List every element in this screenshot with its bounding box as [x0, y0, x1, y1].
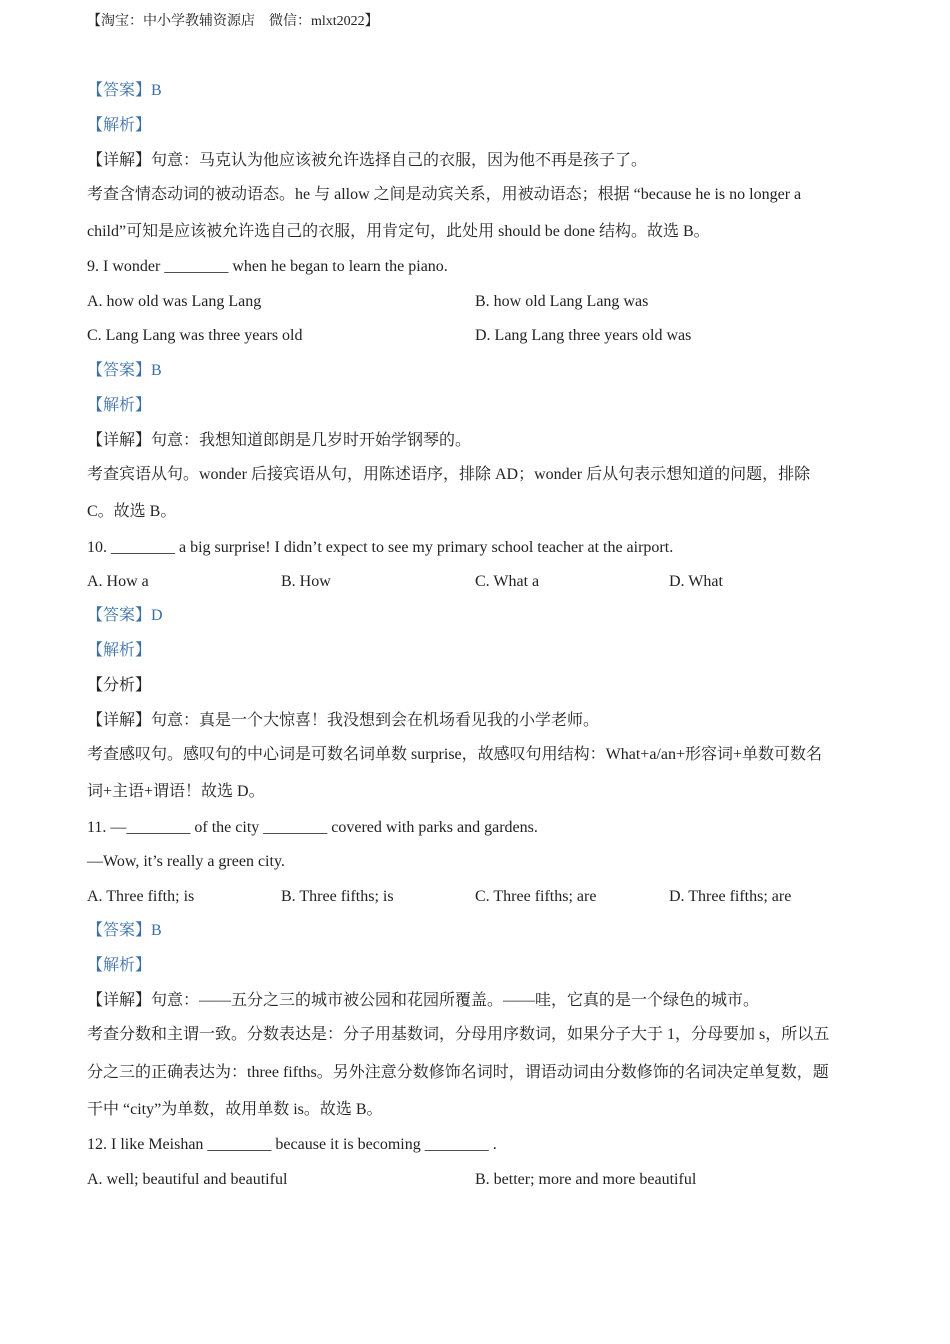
option-a: A. well; beautiful and beautiful — [87, 1171, 288, 1188]
explanation-text: 考查含情态动词的被动语态。he 与 allow 之间是动宾关系，用被动语态；根据 “because he is no longer a — [87, 186, 802, 203]
option-a: A. How a — [87, 573, 149, 590]
detail-text: 【详解】句意：马克认为他应该被允许选择自己的衣服，因为他不再是孩子了。 — [87, 152, 648, 169]
question-stem-reply: —Wow, it’s really a green city. — [87, 853, 285, 870]
option-d: D. Three fifths; are — [669, 888, 792, 905]
explanation-text: 考查感叹句。感叹句的中心词是可数名词单数 surprise，故感叹句用结构：What+a/an+形容词+单数可数名 — [87, 746, 823, 763]
detail-text: 【详解】句意：——五分之三的城市被公园和花园所覆盖。——哇，它真的是一个绿色的城市。 — [87, 992, 760, 1009]
answer-label: 【答案】D — [87, 607, 163, 624]
explanation-text: 分之三的正确表达为：three fifths。另外注意分数修饰名词时，谓语动词由分数修饰的名词决定单复数，题 — [87, 1064, 829, 1081]
explanation-text: C。故选 B。 — [87, 503, 177, 520]
question-stem: 9. I wonder ________ when he began to learn the piano. — [87, 258, 448, 275]
detail-text: 【详解】句意：我想知道郎朗是几岁时开始学钢琴的。 — [87, 432, 472, 449]
explanation-text: 考查宾语从句。wonder 后接宾语从句，用陈述语序，排除 AD；wonder 后从句表示想知道的问题，排除 — [87, 466, 811, 483]
analysis-label: 【解析】 — [87, 642, 152, 659]
explanation-text: child”可知是应该被允许选自己的衣服，用肯定句，此处用 should be done 结构。故选 B。 — [87, 223, 710, 240]
option-a: A. how old was Lang Lang — [87, 293, 262, 310]
option-d: D. What — [669, 573, 723, 590]
question-stem: 11. —________ of the city ________ covered with parks and gardens. — [87, 819, 538, 836]
analysis-label: 【解析】 — [87, 957, 152, 974]
option-d: D. Lang Lang three years old was — [475, 327, 692, 344]
option-b: B. better; more and more beautiful — [475, 1171, 697, 1188]
explanation-text: 干中 “city”为单数，故用单数 is。故选 B。 — [87, 1101, 383, 1118]
option-c: C. Lang Lang was three years old — [87, 327, 303, 344]
explanation-text: 词+主语+谓语！故选 D。 — [87, 783, 265, 800]
page-header: 【淘宝：中小学教辅资源店 微信：mlxt2022】 — [87, 14, 379, 29]
option-c: C. What a — [475, 573, 540, 590]
answer-label: 【答案】B — [87, 922, 162, 939]
question-stem: 10. ________ a big surprise! I didn’t expect to see my primary school teacher at the airport. — [87, 539, 674, 556]
answer-label: 【答案】B — [87, 82, 162, 99]
analysis-label: 【解析】 — [87, 117, 152, 134]
option-b: B. Three fifths; is — [281, 888, 394, 905]
option-c: C. Three fifths; are — [475, 888, 597, 905]
option-b: B. How — [281, 573, 331, 590]
answer-label: 【答案】B — [87, 362, 162, 379]
detail-text: 【详解】句意：真是一个大惊喜！我没想到会在机场看见我的小学老师。 — [87, 712, 600, 729]
option-b: B. how old Lang Lang was — [475, 293, 649, 310]
option-a: A. Three fifth; is — [87, 888, 195, 905]
explanation-text: 考查分数和主谓一致。分数表达是：分子用基数词，分母用序数词，如果分子大于 1，分母要加 s，所以五 — [87, 1026, 830, 1043]
question-stem: 12. I like Meishan ________ because it is becoming ________ . — [87, 1136, 497, 1153]
fenxi-label: 【分析】 — [87, 677, 152, 694]
analysis-label: 【解析】 — [87, 397, 152, 414]
